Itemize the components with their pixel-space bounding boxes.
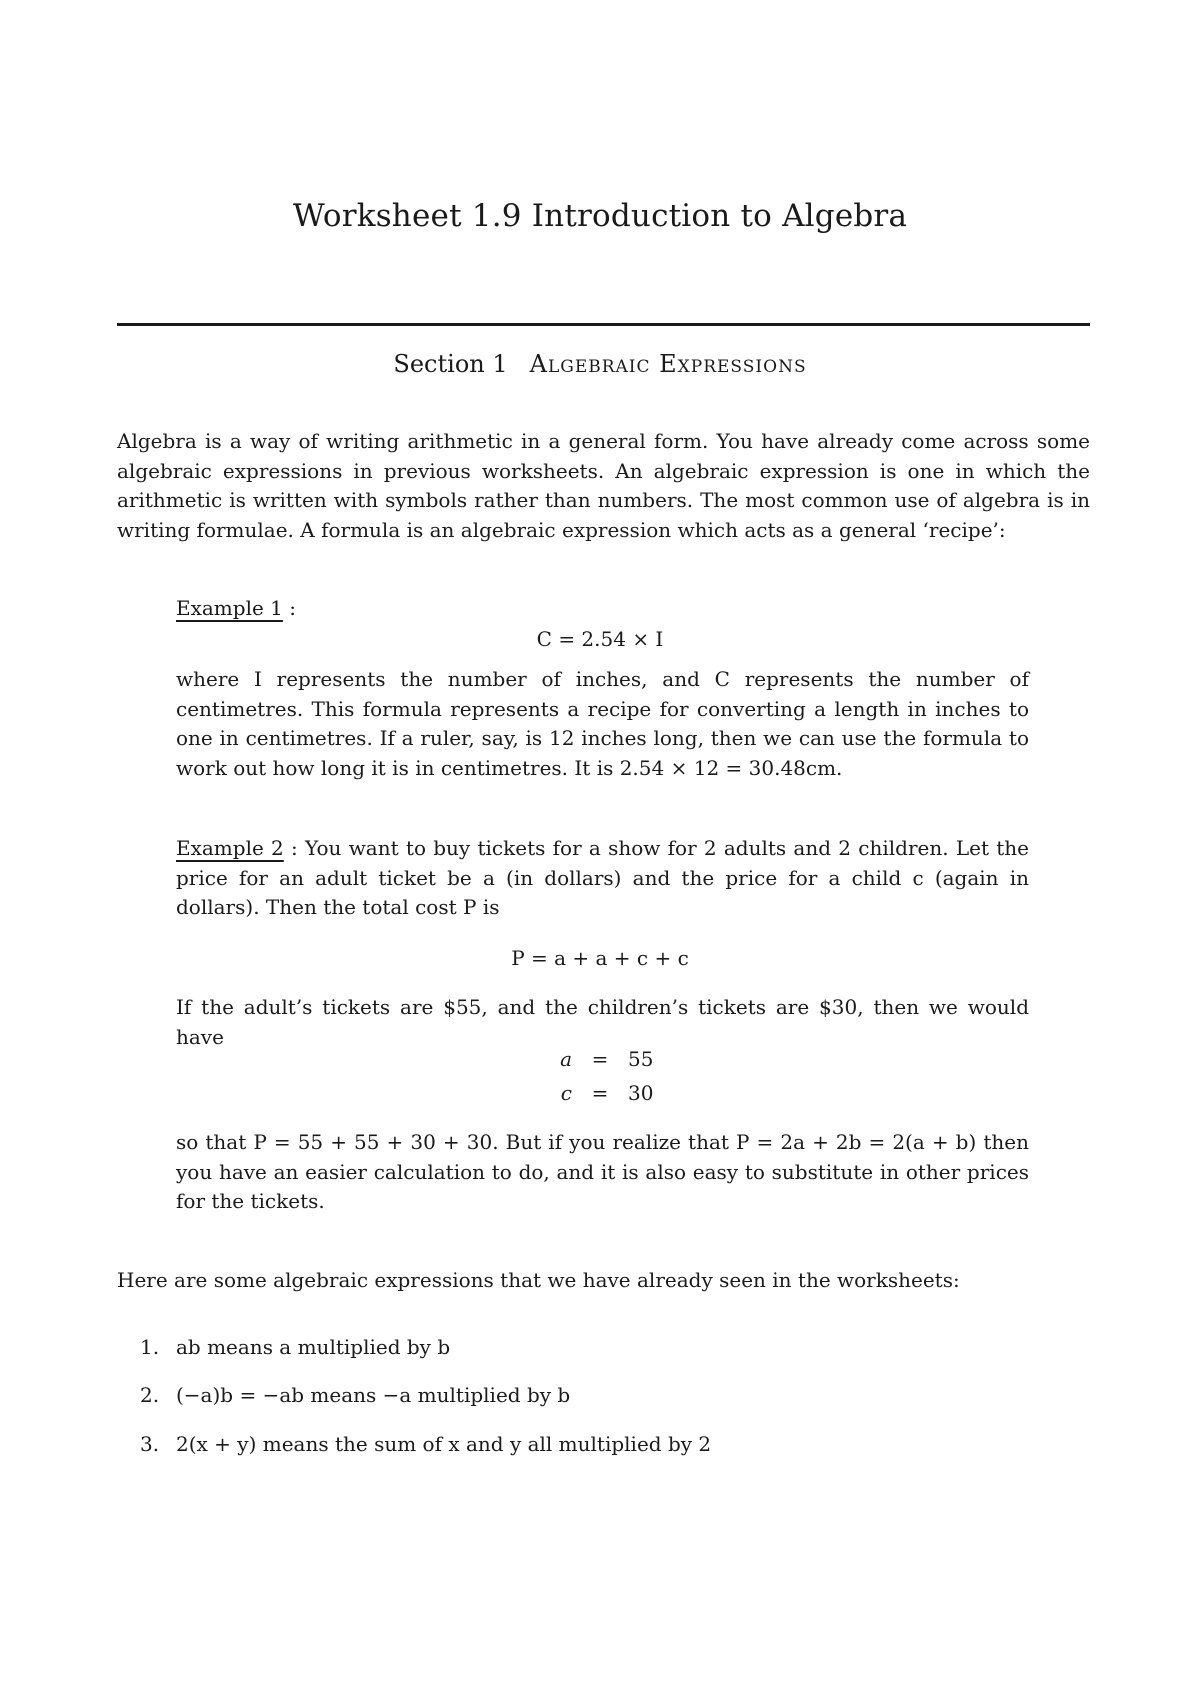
list-item-number: 1. (140, 1335, 160, 1359)
example-1-text: where I represents the number of inches, and C represents the number of centimetres. This formula represents a recipe for converting a length in inches to one in centimetres. If a ruler, say, is 12 inches long, then we can use the formula to work out how long it is in centimetres. It is 2.54 × 12 = 30.48cm. (176, 667, 1029, 780)
list-item-number: 2. (140, 1383, 160, 1407)
list-item (140, 1432, 711, 1456)
example-2-text2: If the adult’s tickets are $55, and the children’s tickets are $30, then we would have (176, 995, 1029, 1049)
example-2-label: Example 2 (176, 836, 284, 860)
example-1-heading: Example 1 : (176, 596, 296, 620)
equation-row (540, 1076, 653, 1110)
equation-value: 30 (628, 1081, 654, 1105)
equation-relation: = (591, 1081, 609, 1105)
example-2-equation: P = a + a + c + c (511, 946, 689, 970)
list-item-text: ab means a multiplied by b (176, 1335, 451, 1359)
example-1-equation: C = 2.54 × I (536, 627, 664, 651)
equation-value: 55 (628, 1047, 654, 1071)
example-2-text3: so that P = 55 + 55 + 30 + 30. But if you realize that P = 2a + 2b = 2(a + b) then you have an easier calculation to do, and it is also easy to substitute in other prices for the tickets. (176, 1130, 1029, 1213)
equation-row (540, 1042, 653, 1076)
equation-variable: c (560, 1081, 572, 1105)
intro-paragraph: Algebra is a way of writing arithmetic in a general form. You have already come across some algebraic expressions in previous worksheets. An algebraic expression is one in which the arithmetic is written with symbols rather than numbers. The most common use of algebra is in writing formulae. A formula is an algebraic expression which acts as a general ‘recipe’: (117, 429, 1090, 542)
list-intro: Here are some algebraic expressions that we have already seen in the worksheets: (117, 1268, 960, 1292)
equation-variable: a (560, 1047, 572, 1071)
equation-relation: = (591, 1047, 609, 1071)
list-item (140, 1383, 570, 1407)
section-heading (0, 350, 1200, 378)
list-item (140, 1335, 450, 1359)
list-item-number: 3. (140, 1432, 160, 1456)
example-1-label: Example 1 (176, 596, 283, 620)
page-title: Worksheet 1.9 Introduction to Algebra (292, 198, 908, 234)
value-equations (540, 1042, 653, 1110)
example-2-text: You want to buy tickets for a show for 2 adults and 2 children. Let the price for an adult ticket be a (in dollars) and the price for a child c (again in dollars). Then the total cost P is (176, 836, 1030, 919)
section-name: Algebraic Expressions (529, 350, 807, 378)
section-number: Section 1 (393, 350, 508, 378)
title-rule (117, 323, 1090, 326)
example-2-paragraph: Example 2 : You want to buy tickets for a show for 2 adults and 2 children. Let the price for an adult ticket be a (in dollars) and the price for a child c (again in dollars). Then the total cost P is (176, 836, 1030, 919)
list-item-text: 2(x + y) means the sum of x and y all multiplied by 2 (176, 1432, 712, 1456)
list-item-text: (−a)b = −ab means −a multiplied by b (176, 1383, 571, 1407)
